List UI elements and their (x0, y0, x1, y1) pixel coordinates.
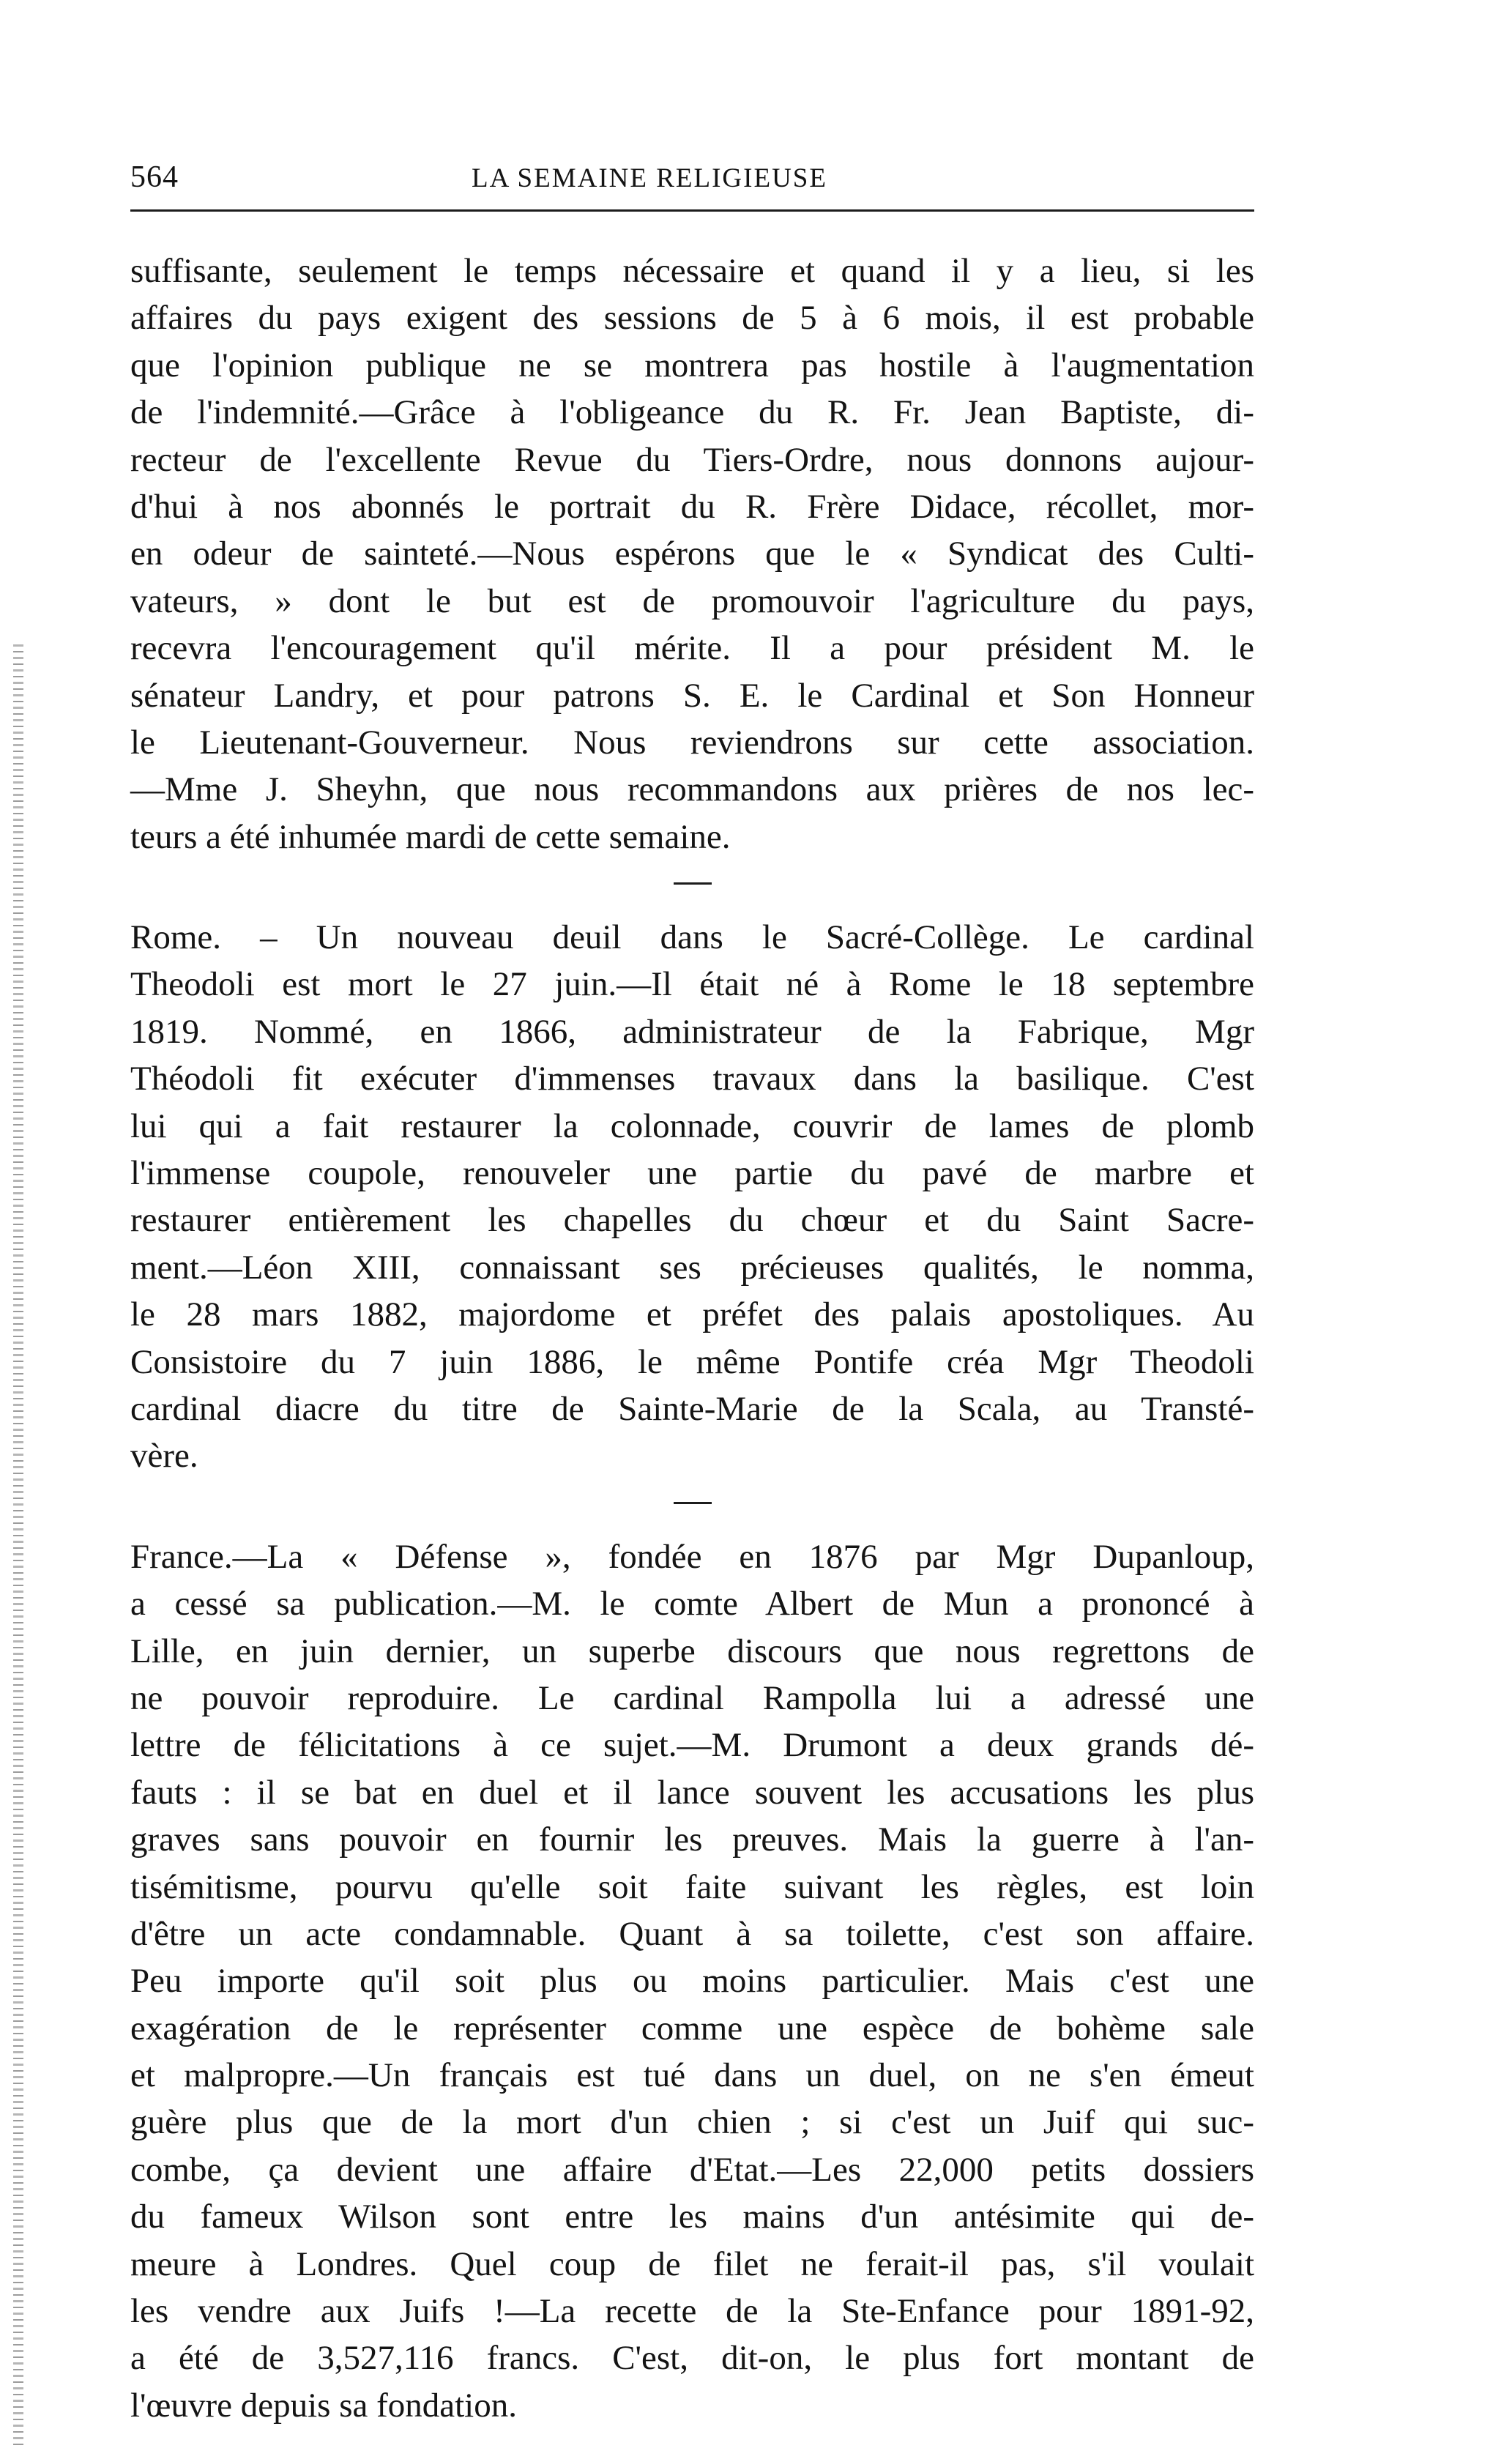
text-line: recteur de l'excellente Revue du Tiers-Ordre, nous donnons aujour- (130, 440, 1254, 479)
text-line: teurs a été inhumée mardi de cette semaine. (130, 817, 731, 856)
text-line: vère. (130, 1437, 198, 1476)
text-line: France.—La « Défense », fondée en 1876 par Mgr Dupanloup, (130, 1537, 1254, 1576)
body-text (130, 248, 1254, 2429)
text-line: Rome. – Un nouveau deuil dans le Sacré-Collège. Le cardinal (130, 918, 1254, 957)
running-title: LA SEMAINE RELIGIEUSE (472, 163, 827, 193)
text-line: a été de 3,527,116 francs. C'est, dit-on, le plus fort montant de (130, 2339, 1254, 2378)
text-line: ne pouvoir reproduire. Le cardinal Rampolla lui a adressé une (130, 1678, 1254, 1717)
text-line: le Lieutenant-Gouverneur. Nous reviendrons sur cette association. (130, 723, 1254, 762)
text-line: ment.—Léon XIII, connaissant ses précieuses qualités, le nomma, (130, 1248, 1254, 1287)
text-line: —Mme J. Sheyhn, que nous recommandons aux prières de nos lec- (130, 770, 1254, 809)
text-line: et malpropre.—Un français est tué dans un duel, on ne s'en émeut (130, 2056, 1254, 2095)
text-line: vateurs, » dont le but est de promouvoir l'agriculture du pays, (130, 581, 1254, 620)
header-rule (130, 209, 1254, 212)
paragraph-continuation (130, 248, 1254, 860)
text-line: Théodoli fit exécuter d'immenses travaux dans la basilique. C'est (130, 1060, 1254, 1098)
text-line: Lille, en juin dernier, un superbe discours que nous regrettons de (130, 1632, 1254, 1670)
text-line: en odeur de sainteté.—Nous espérons que le « Syndicat des Culti- (130, 535, 1254, 573)
text-line: l'immense coupole, renouveler une partie du pavé de marbre et (130, 1154, 1254, 1193)
text-line: tisémitisme, pourvu qu'elle soit faite suivant les règles, est loin (130, 1867, 1254, 1906)
section-divider (674, 1502, 712, 1504)
text-line: Consistoire du 7 juin 1886, le même Pontife créa Mgr Theodoli (130, 1342, 1254, 1381)
text-line: fauts : il se bat en duel et il lance souvent les accusations les plus (130, 1773, 1254, 1812)
text-line: Peu importe qu'il soit plus ou moins particulier. Mais c'est une (130, 1962, 1254, 2001)
text-line: graves sans pouvoir en fournir les preuves. Mais la guerre à l'an- (130, 1820, 1254, 1859)
section-divider (674, 882, 712, 885)
text-line: 1819. Nommé, en 1866, administrateur de la Fabrique, Mgr (130, 1012, 1254, 1051)
text-line: sénateur Landry, et pour patrons S. E. le Cardinal et Son Honneur (130, 676, 1254, 715)
text-line: l'œuvre depuis sa fondation. (130, 2386, 517, 2425)
text-line: lettre de félicitations à ce sujet.—M. Drumont a deux grands dé- (130, 1726, 1254, 1765)
text-line: combe, ça devient une affaire d'Etat.—Les 22,000 petits dossiers (130, 2150, 1254, 2189)
text-line: suffisante, seulement le temps nécessaire et quand il y a lieu, si les (130, 252, 1254, 290)
text-line: que l'opinion publique ne se montrera pas hostile à l'augmentation (130, 346, 1254, 384)
text-line: lui qui a fait restaurer la colonnade, couvrir de lames de plomb (130, 1106, 1254, 1145)
scan-edge-artifact (13, 644, 23, 2446)
text-line: a cessé sa publication.—M. le comte Albert de Mun a prononcé à (130, 1585, 1254, 1623)
text-line: recevra l'encouragement qu'il mérite. Il a pour président M. le (130, 629, 1254, 668)
text-line: affaires du pays exigent des sessions de 5 à 6 mois, il est probable (130, 299, 1254, 338)
text-line: d'être un acte condamnable. Quant à sa toilette, c'est son affaire. (130, 1914, 1254, 1953)
text-line: d'hui à nos abonnés le portrait du R. Frère Didace, récollet, mor- (130, 487, 1254, 526)
page-number: 564 (130, 160, 179, 194)
text-line: du fameux Wilson sont entre les mains d'un antésimite qui de- (130, 2198, 1254, 2236)
text-line: restaurer entièrement les chapelles du chœur et du Saint Sacre- (130, 1201, 1254, 1240)
text-line: meure à Londres. Quel coup de filet ne ferait-il pas, s'il voulait (130, 2244, 1254, 2283)
text-line: de l'indemnité.—Grâce à l'obligeance du R. Fr. Jean Baptiste, di- (130, 393, 1254, 432)
text-line: Theodoli est mort le 27 juin.—Il était né à Rome le 18 septembre (130, 965, 1254, 1004)
text-line: le 28 mars 1882, majordome et préfet des palais apostoliques. Au (130, 1295, 1254, 1334)
text-line: cardinal diacre du titre de Sainte-Marie de la Scala, au Transté- (130, 1389, 1254, 1428)
text-line: guère plus que de la mort d'un chien ; si c'est un Juif qui suc- (130, 2103, 1254, 2142)
page-header (130, 160, 1254, 204)
paragraph-rome (130, 914, 1254, 1480)
text-line: les vendre aux Juifs !—La recette de la Ste-Enfance pour 1891-92, (130, 2292, 1254, 2331)
text-line: exagération de le représenter comme une espèce de bohème sale (130, 2009, 1254, 2047)
paragraph-france (130, 1533, 1254, 2429)
